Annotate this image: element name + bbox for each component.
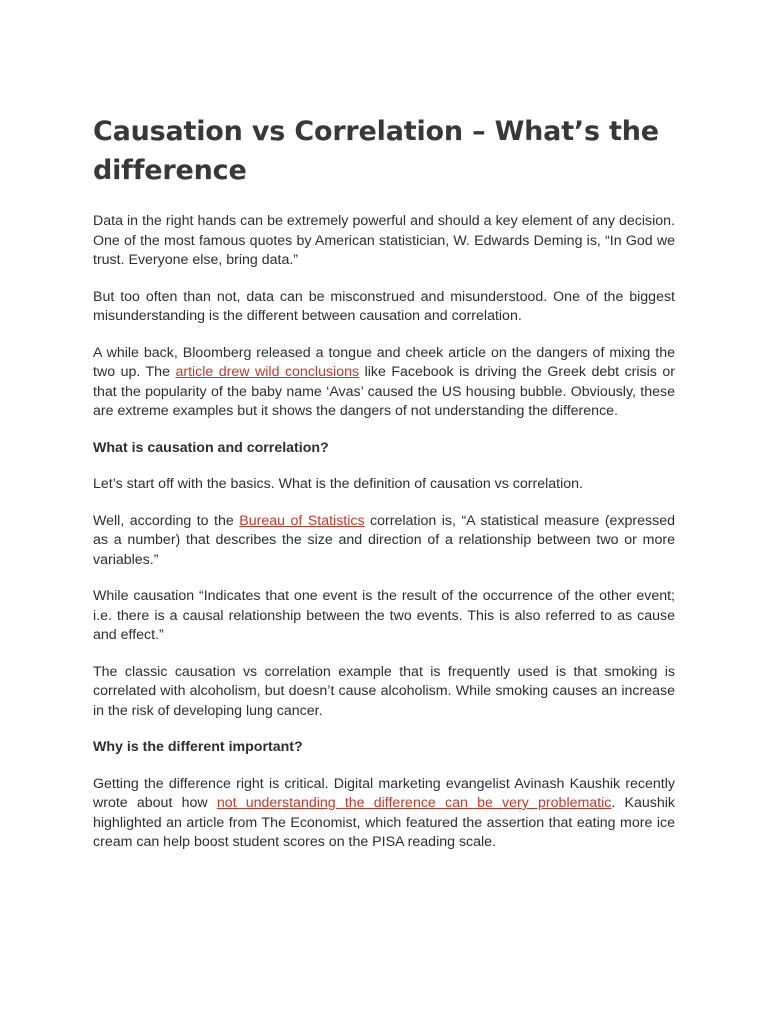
paragraph-bureau-definition <box>93 512 675 571</box>
not-understanding-difference-link[interactable]: not understanding the difference can be very problematic <box>216 795 612 811</box>
paragraph-misunderstanding: But too often than not, data can be misconstrued and misunderstood. One of the biggest misunderstanding is the different between causation and correlation. <box>93 288 675 324</box>
paragraph-text: like Facebook is driving the Greek debt crisis or that the popularity of the baby name ‘Avas’ caused the US housing bubble. Obviously, these are extreme examples but it shows the dangers of not understanding the difference. <box>93 364 675 419</box>
paragraph-text: Getting the difference right is critical. Digital marketing evangelist Avinash Kaushik recently wrote about how <box>93 775 675 811</box>
paragraph-bloomberg <box>93 344 675 422</box>
section-heading-definitions: What is causation and correlation? <box>93 439 329 456</box>
paragraph-basics: Let’s start off with the basics. What is the definition of causation vs correlation. <box>93 476 583 492</box>
paragraph-text: . Kaushik highlighted an article from The Economist, which featured the assertion that eating more ice cream can help boost student scores on the PISA reading scale. <box>93 795 675 850</box>
document-page <box>93 112 675 870</box>
paragraph-intro: Data in the right hands can be extremely powerful and should a key element of any decision. One of the most famous quotes by American statistician, W. Edwards Deming is, “In God we trust. Everyone else, bring data.” <box>93 213 675 268</box>
paragraph-text: A while back, Bloomberg released a tongue and cheek article on the dangers of mixing the two up. The <box>93 344 675 380</box>
page-title: Causation vs Correlation – What’s the difference <box>93 116 659 186</box>
paragraph-causation-definition: While causation “Indicates that one event is the result of the occurrence of the other event; i.e. there is a causal relationship between the two events. This is also referred to as cause and effect.” <box>93 588 675 643</box>
paragraph-text: correlation is, “A statistical measure (expressed as a number) that describes the size and direction of a relationship between two or more variables.” <box>93 512 676 568</box>
paragraph-text: Well, according to the <box>93 512 240 529</box>
article-drew-wild-conclusions-link[interactable]: article drew wild conclusions <box>175 364 360 380</box>
paragraph-kaushik <box>93 775 675 853</box>
bureau-of-statistics-link[interactable]: Bureau of Statistics <box>239 512 365 529</box>
paragraph-smoking-example: The classic causation vs correlation example that is frequently used is that smoking is correlated with alcoholism, but doesn’t cause alcoholism. While smoking causes an increase in the risk of developing lung cancer. <box>93 663 675 719</box>
section-heading-importance: Why is the different important? <box>93 739 303 755</box>
